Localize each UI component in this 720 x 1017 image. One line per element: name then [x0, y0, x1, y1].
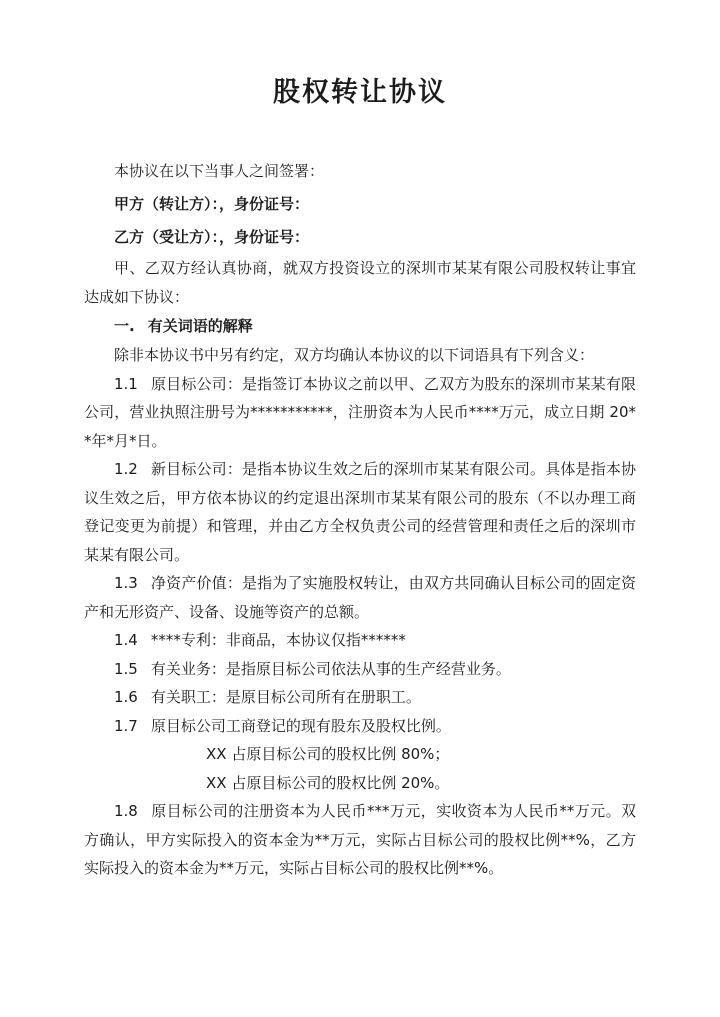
clause-1-1	[84, 370, 636, 456]
clause-1-5-number: 1.5	[114, 659, 138, 678]
clause-1-2-number: 1.2	[114, 460, 138, 478]
clause-1-1-text: 原目标公司：是指签订本协议之前以甲、乙双方为股东的深圳市某某有限公司，营业执照注册号为***********，注册资本为人民币****万元，成立日期 20**年*月*日。	[84, 374, 636, 450]
document-title: 股权转让协议	[273, 77, 447, 108]
clause-1-2-text: 新目标公司：是指本协议生效之后的深圳市某某有限公司。具体是指本协议生效之后，甲方依本协议的约定退出深圳市某某有限公司的股东（不以办理工商登记变更为前提）和管理，并由乙方全权负责公司的经营管理和责任之后的深圳市某某有限公司。	[84, 460, 636, 564]
clause-1-7	[84, 712, 636, 741]
clause-1-2	[84, 455, 636, 569]
preamble-section	[84, 155, 636, 311]
paragraph-party-a: 甲方（转让方）：，身份证号：	[114, 195, 310, 213]
clause-1-3	[84, 569, 636, 626]
section-1-heading-text: 有关词语的解释	[147, 317, 253, 335]
clause-1-7-text: 原目标公司工商登记的现有股东及股权比例。	[150, 716, 451, 735]
clause-1-5	[84, 655, 636, 684]
clause-1-6-text: 有关职工：是原目标公司所有在册职工。	[150, 688, 421, 706]
clause-1-4	[84, 626, 636, 655]
clause-1-7-number: 1.7	[114, 716, 138, 735]
clause-1-5-text: 有关业务：是指原目标公司依法从事的生产经营业务。	[150, 659, 511, 678]
paragraph-signed-between: 本协议在以下当事人之间签署：	[114, 162, 325, 180]
clause-1-4-text: ****专利：非商品，本协议仅指******	[150, 631, 406, 649]
paragraph-party-b: 乙方（受让方）：，身份证号：	[114, 228, 310, 246]
clause-1-6	[84, 683, 636, 712]
paragraph-recital: 甲、乙双方经认真协商，就双方投资设立的深圳市某某有限公司股权转让事宜达成如下协议：	[84, 259, 636, 306]
clause-1-8-text: 原目标公司的注册资本为人民币***万元，实收资本为人民币**万元。双方确认，甲方实际投入的资本金为**万元，实际占目标公司的股权比例**%，乙方实际投入的资本金为**万元，实际占目标公司的股权比例**%。	[84, 802, 636, 877]
clause-1-3-number: 1.3	[114, 574, 138, 592]
clause-1-7-shareholder-b: XX 占原目标公司的股权比例 20%。	[206, 773, 450, 792]
clause-1-3-text: 净资产价值：是指为了实施股权转让，由双方共同确认目标公司的固定资产和无形资产、设备、设施等资产的总额。	[84, 574, 636, 621]
clause-1-8	[84, 797, 636, 883]
section-1-heading	[84, 311, 636, 341]
clause-1-6-number: 1.6	[114, 688, 138, 706]
section-1-number: 一.	[114, 317, 135, 335]
section-1-lead: 除非本协议书中另有约定，双方均确认本协议的以下词语具有下列含义：	[114, 346, 595, 364]
clause-1-8-number: 1.8	[114, 802, 138, 820]
clause-1-4-number: 1.4	[114, 631, 138, 649]
clause-1-7-shareholder-a: XX 占原目标公司的股权比例 80%；	[206, 745, 450, 763]
clause-1-1-number: 1.1	[114, 374, 138, 393]
